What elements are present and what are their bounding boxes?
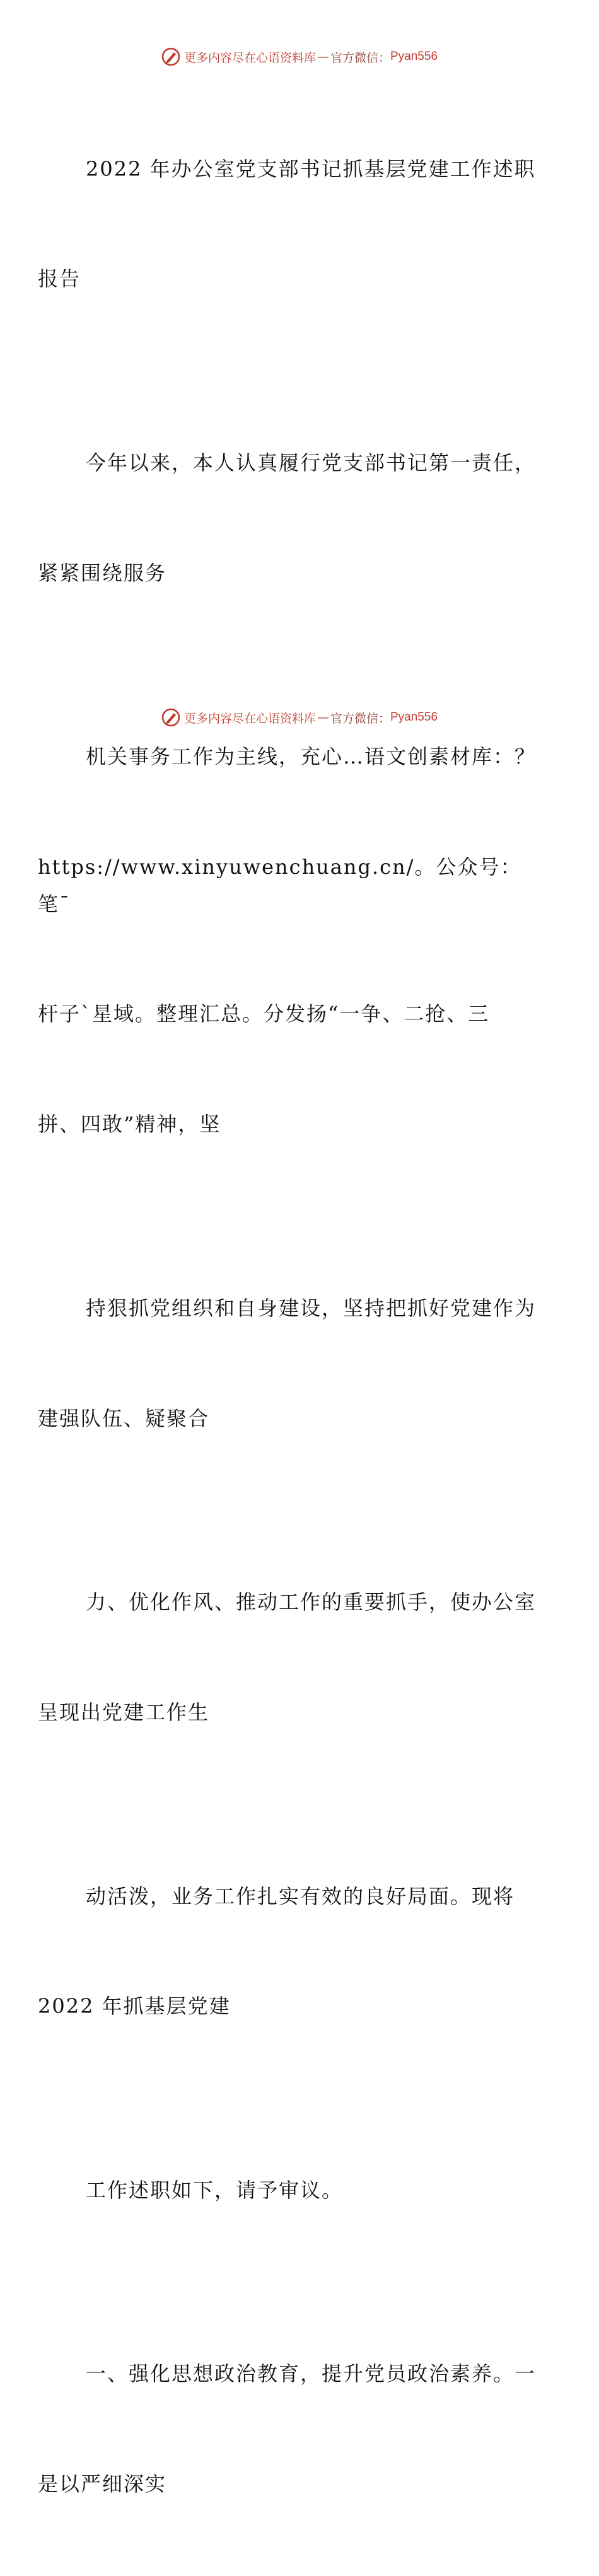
footer-watermark — [0, 705, 599, 730]
header-watermark — [0, 44, 599, 69]
watermark-wechat-id: Pyan556 — [390, 711, 438, 724]
text-line: 力、优化作风、推动工作的重要抓手，使办公室 — [86, 1590, 537, 1615]
watermark-separator: — — [317, 50, 329, 64]
text-line: 2022 年抓基层党建 — [38, 1994, 231, 2019]
text-line: 建强队伍、疑聚合 — [38, 1406, 210, 1430]
paragraph — [38, 665, 541, 1216]
watermark-separator: — — [317, 711, 329, 724]
pen-logo-icon — [161, 47, 180, 66]
text-line: 报告 — [38, 267, 81, 291]
text-line: 拼、四敢”精神，坚 — [38, 1112, 221, 1137]
text-line: 杆子`星域。整理汇总。分发扬“一争、二抢、三 — [38, 1002, 490, 1026]
text-line: 紧紧围绕服务 — [38, 560, 167, 585]
paragraph — [38, 1804, 541, 2098]
paragraph-section-heading — [38, 2282, 541, 2576]
text-line: 今年以来，本人认真履行党支部书记第一责任， — [86, 450, 537, 475]
text-line: 持狠抓党组织和自身建设，坚持把抓好党建作为 — [86, 1296, 537, 1320]
text-line: 呈现出党建工作生 — [38, 1700, 210, 1725]
document-body — [38, 77, 541, 2576]
text-line: 2022 年办公室党支部书记抓基层党建工作述职 — [86, 156, 536, 181]
watermark-wechat-label: 官方微信： — [330, 711, 390, 726]
text-line: https://www.xinyuwenchuang.cn/。公众号：笔¯ — [38, 855, 522, 916]
paragraph — [62, 2098, 541, 2282]
paragraph — [38, 371, 541, 664]
text-line: 一、强化思想政治教育，提升党员政治素养。一 — [86, 2362, 537, 2386]
text-line: 机关事务工作为主线，充心…语文创素材库：？ — [86, 745, 537, 769]
watermark-wechat-label: 官方微信： — [330, 50, 390, 65]
watermark-text: 更多内容尽在心语资料库 — [183, 711, 316, 726]
paragraph — [38, 1216, 541, 1510]
text-line: 动活泼，业务工作扎实有效的良好局面。现将 — [86, 1884, 515, 1908]
pen-logo-icon — [161, 708, 180, 727]
text-line: 是以严细深实 — [38, 2472, 167, 2497]
watermark-wechat-id: Pyan556 — [390, 50, 438, 63]
paragraph — [38, 1511, 541, 1804]
text-line: 工作述职如下，请予审议。 — [86, 2178, 344, 2202]
watermark-text: 更多内容尽在心语资料库 — [183, 50, 316, 65]
paragraph-title — [38, 77, 541, 371]
